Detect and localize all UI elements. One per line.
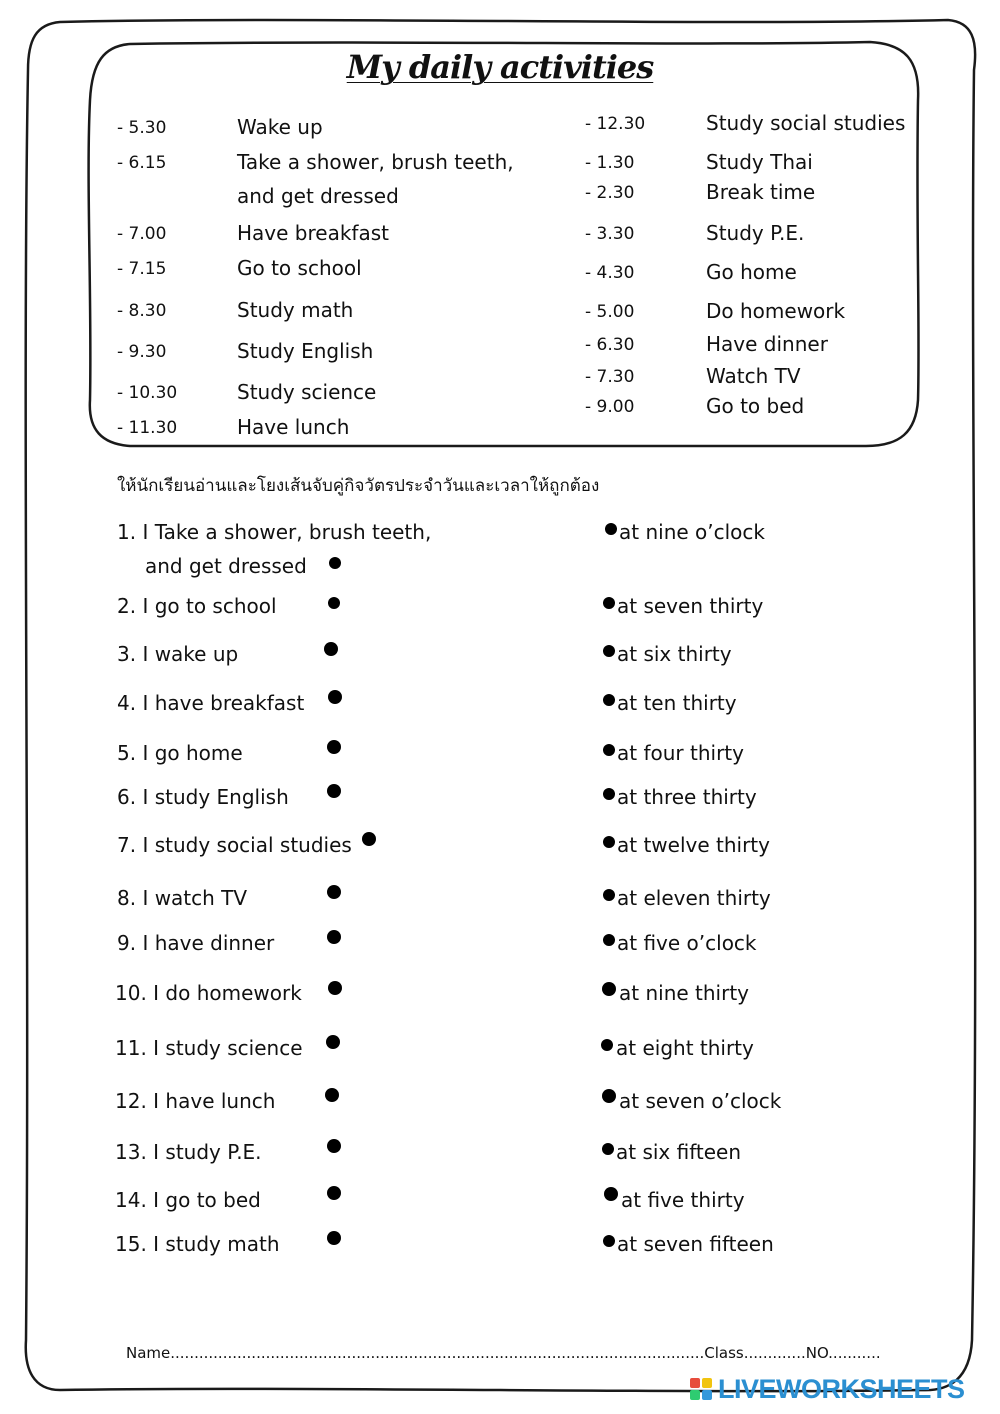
left-connector-dot[interactable] xyxy=(327,930,341,944)
matching-item: 3. I wake up xyxy=(117,642,239,666)
answer-time: at nine thirty xyxy=(619,981,749,1005)
matching-item: 10. I do homework xyxy=(115,981,302,1005)
right-connector-dot[interactable] xyxy=(603,645,615,657)
right-connector-dot[interactable] xyxy=(603,1235,615,1247)
matching-item: 5. I go home xyxy=(117,741,243,765)
liveworksheets-logo xyxy=(690,1374,965,1405)
student-info-line xyxy=(126,1344,881,1362)
schedule-time: - 7.00 xyxy=(117,224,167,244)
class-field[interactable]: Class............. xyxy=(704,1344,806,1362)
left-connector-dot[interactable] xyxy=(327,740,341,754)
matching-item: 4. I have breakfast xyxy=(117,691,305,715)
schedule-activity: Do homework xyxy=(706,299,846,323)
schedule-time: - 7.15 xyxy=(117,259,167,279)
answer-time: at six thirty xyxy=(617,642,732,666)
right-connector-dot[interactable] xyxy=(601,1039,613,1051)
right-connector-dot[interactable] xyxy=(603,744,615,756)
page-title: My daily activities xyxy=(346,48,654,86)
matching-item: 6. I study English xyxy=(117,785,289,809)
matching-item: 14. I go to bed xyxy=(115,1188,261,1212)
matching-item: 8. I watch TV xyxy=(117,886,248,910)
schedule-activity: Study social studies xyxy=(706,111,906,135)
schedule-time: - 4.30 xyxy=(585,263,635,283)
left-connector-dot[interactable] xyxy=(327,1139,341,1153)
schedule-time: - 1.30 xyxy=(585,153,635,173)
schedule-activity: Study math xyxy=(237,298,354,322)
left-connector-dot[interactable] xyxy=(327,1231,341,1245)
right-connector-dot[interactable] xyxy=(603,788,615,800)
schedule-activity: Go home xyxy=(706,260,797,284)
matching-item: 7. I study social studies xyxy=(117,833,352,857)
answer-time: at ten thirty xyxy=(617,691,737,715)
left-connector-dot[interactable] xyxy=(328,981,342,995)
answer-time: at nine o’clock xyxy=(619,520,765,544)
matching-item: 12. I have lunch xyxy=(115,1089,276,1113)
schedule-time: - 7.30 xyxy=(585,367,635,387)
right-connector-dot[interactable] xyxy=(603,836,615,848)
answer-time: at eleven thirty xyxy=(617,886,771,910)
schedule-time: - 6.15 xyxy=(117,153,167,173)
schedule-time: - 5.30 xyxy=(117,118,167,138)
left-connector-dot[interactable] xyxy=(328,690,342,704)
number-field[interactable]: NO........... xyxy=(805,1344,881,1362)
right-connector-dot[interactable] xyxy=(603,889,615,901)
schedule-activity: Have breakfast xyxy=(237,221,389,245)
right-connector-dot[interactable] xyxy=(604,1187,618,1201)
matching-item: 13. I study P.E. xyxy=(115,1140,262,1164)
matching-item: 11. I study science xyxy=(115,1036,303,1060)
answer-time: at five thirty xyxy=(621,1188,745,1212)
instruction-text: ให้นักเรียนอ่านและโยงเส้นจับคู่กิจวัตรประจำวันและเวลาให้ถูกต้อง xyxy=(117,476,600,496)
schedule-activity: Take a shower, brush teeth, xyxy=(237,150,514,174)
name-field[interactable]: Name................................................................................................................ xyxy=(126,1344,705,1362)
liveworksheets-logo-icon xyxy=(690,1378,714,1402)
schedule-activity: Have lunch xyxy=(237,415,350,439)
schedule-activity: Study English xyxy=(237,339,374,363)
answer-time: at seven o’clock xyxy=(619,1089,782,1113)
left-connector-dot[interactable] xyxy=(327,1186,341,1200)
matching-item: 9. I have dinner xyxy=(117,931,275,955)
schedule-time: - 9.30 xyxy=(117,342,167,362)
schedule-time: - 8.30 xyxy=(117,301,167,321)
right-connector-dot[interactable] xyxy=(602,1089,616,1103)
matching-item-cont: and get dressed xyxy=(145,554,307,578)
answer-time: at six fifteen xyxy=(616,1140,742,1164)
left-connector-dot[interactable] xyxy=(326,1035,340,1049)
right-connector-dot[interactable] xyxy=(603,934,615,946)
left-connector-dot[interactable] xyxy=(329,557,341,569)
answer-time: at twelve thirty xyxy=(617,833,770,857)
answer-time: at seven fifteen xyxy=(617,1232,774,1256)
schedule-time: - 5.00 xyxy=(585,302,635,322)
schedule-activity: Watch TV xyxy=(706,364,801,388)
left-connector-dot[interactable] xyxy=(327,784,341,798)
left-connector-dot[interactable] xyxy=(328,597,340,609)
schedule-time: - 10.30 xyxy=(117,383,178,403)
right-connector-dot[interactable] xyxy=(602,982,616,996)
schedule-activity: Wake up xyxy=(237,115,323,139)
answer-time: at eight thirty xyxy=(616,1036,754,1060)
schedule-activity: Study P.E. xyxy=(706,221,805,245)
schedule-activity: Go to school xyxy=(237,256,362,280)
schedule-activity: Study science xyxy=(237,380,377,404)
schedule-activity: Go to bed xyxy=(706,394,805,418)
schedule-activity-cont: and get dressed xyxy=(237,184,399,208)
liveworksheets-logo-text: LIVEWORKSHEETS xyxy=(718,1374,965,1404)
schedule-time: - 11.30 xyxy=(117,418,178,438)
schedule-activity: Study Thai xyxy=(706,150,813,174)
schedule-time: - 3.30 xyxy=(585,224,635,244)
answer-time: at five o’clock xyxy=(617,931,757,955)
right-connector-dot[interactable] xyxy=(603,597,615,609)
left-connector-dot[interactable] xyxy=(327,885,341,899)
right-connector-dot[interactable] xyxy=(605,523,617,535)
right-connector-dot[interactable] xyxy=(603,694,615,706)
answer-time: at four thirty xyxy=(617,741,744,765)
left-connector-dot[interactable] xyxy=(362,832,376,846)
matching-item: 15. I study math xyxy=(115,1232,280,1256)
answer-time: at three thirty xyxy=(617,785,757,809)
schedule-time: - 6.30 xyxy=(585,335,635,355)
schedule-time: - 12.30 xyxy=(585,114,646,134)
schedule-time: - 9.00 xyxy=(585,397,635,417)
left-connector-dot[interactable] xyxy=(324,642,338,656)
schedule-activity: Have dinner xyxy=(706,332,828,356)
schedule-time: - 2.30 xyxy=(585,183,635,203)
schedule-activity: Break time xyxy=(706,180,816,204)
answer-time: at seven thirty xyxy=(617,594,764,618)
matching-item: 2. I go to school xyxy=(117,594,277,618)
matching-item: 1. I Take a shower, brush teeth, xyxy=(117,520,432,544)
right-connector-dot[interactable] xyxy=(602,1143,614,1155)
left-connector-dot[interactable] xyxy=(325,1088,339,1102)
